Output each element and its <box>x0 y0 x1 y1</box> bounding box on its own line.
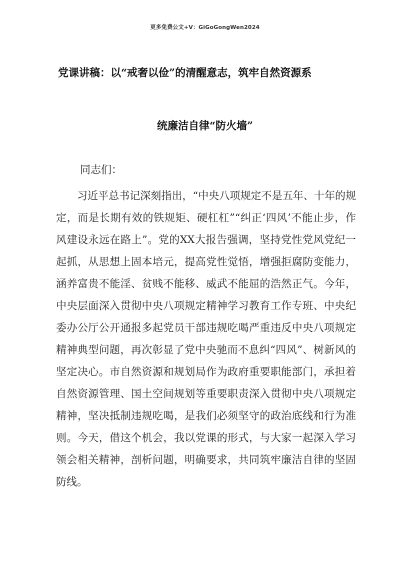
header-note: 更多免费公文+V：GiGoGongWen2024 <box>150 25 260 31</box>
greeting: 同志们： <box>80 164 122 176</box>
document-title-line-1: 党课讲稿：以“戒奢以俭”的清醒意志，筑牢自然资源系 <box>58 67 312 79</box>
document-title-line-2: 统廉洁自律“防火墙” <box>156 120 254 132</box>
body-paragraph: 习近平总书记深刻指出，“中央八项规定不是五年、十年的规定，而是长期有效的铁规矩、硬杠杠”“纠正‘四风’不能止步，作风建设永远在路上”。党的XX大报告强调，坚持党性党风党纪一起抓，从思想上固本培元，提高党性觉悟，增强拒腐防变能力，涵养富贵不能淫、贫贱不能移、威武不能屈的浩然正气。今年，中央层面深入贯彻中央八项规定精神学习教育工作专班、中央纪委办公厅公开通报多起党员干部违规吃喝严重违反中央八项规定精神典型问题，再次彰显了党中央驰而不息纠“四风”、树新风的坚定决心。市自然资源和规划局作为政府重要职能部门，承担着自然资源管理、国土空间规划等重要职责深入贯彻中央八项规定精神，坚决抵制违规吃喝，是我们必须坚守的政治底线和行为准则。今天，借这个机会，我以党课的形式，与大家一起深入学习领会相关精神，剖析问题，明确要求，共同筑牢廉洁自律的坚固防线。 <box>56 190 356 488</box>
